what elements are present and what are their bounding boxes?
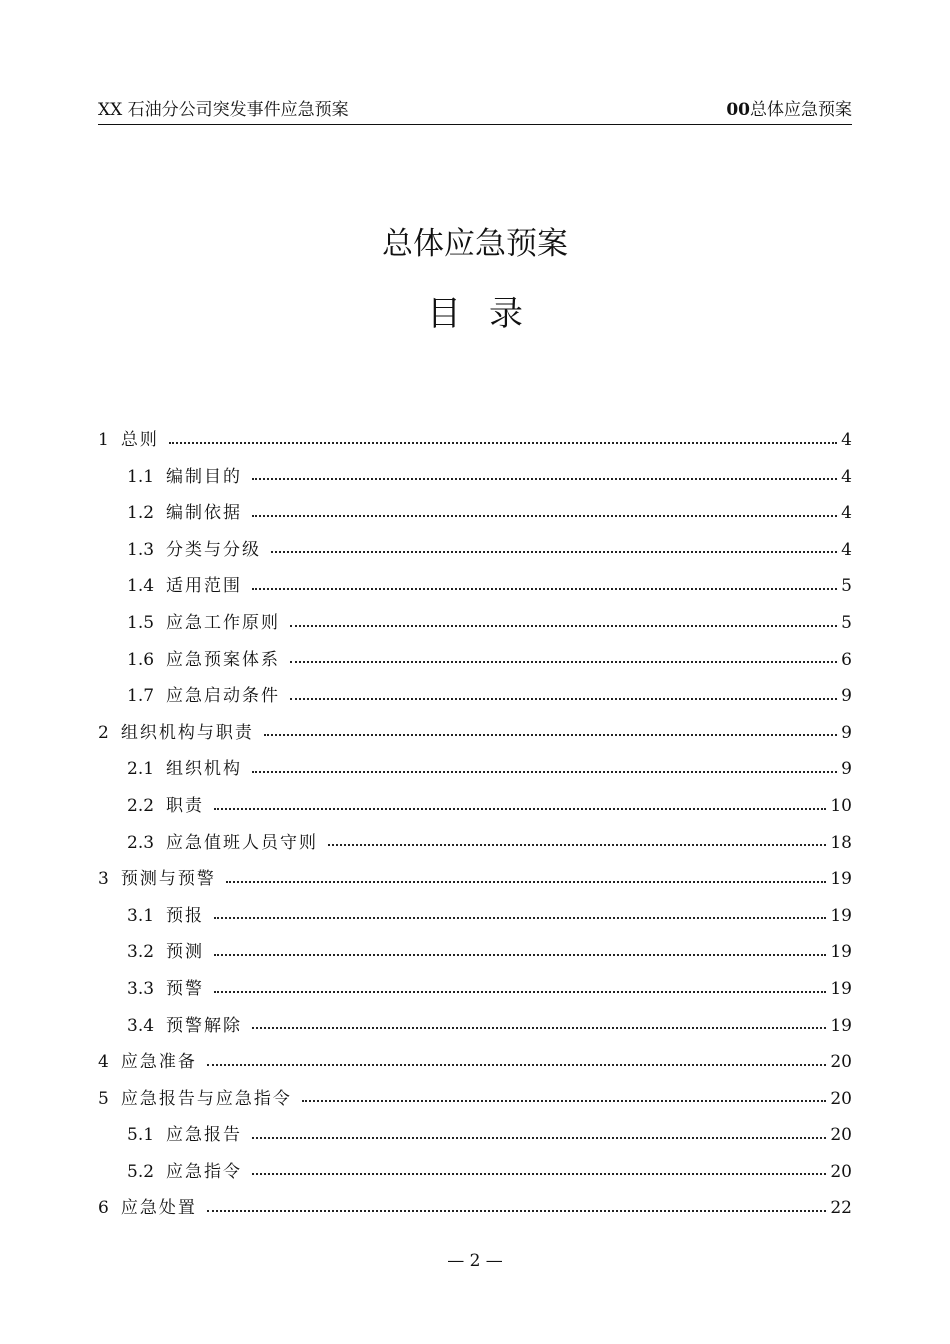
page-header [98, 100, 852, 125]
toc-dot-leader [214, 917, 826, 919]
toc-entry-label: 组织机构与职责 [120, 722, 254, 743]
toc-dot-leader [252, 1173, 826, 1175]
toc-entry-label: 组织机构 [166, 759, 243, 780]
toc-dot-leader [264, 734, 837, 736]
toc-entry[interactable] [98, 934, 852, 971]
toc-entry-label: 应急指令 [166, 1161, 243, 1182]
toc-entry-page: 4 [841, 539, 852, 560]
toc-entry-number: 1.3 [127, 539, 155, 560]
toc-entry[interactable] [98, 1117, 852, 1154]
toc-dot-leader [207, 1064, 827, 1066]
toc-entry-number: 4 [98, 1052, 109, 1073]
toc-entry-number: 5.2 [127, 1161, 155, 1182]
toc-entry-number: 3.4 [127, 1015, 155, 1036]
toc-entry[interactable] [98, 1044, 852, 1081]
toc-dot-leader [169, 442, 837, 444]
toc-entry-page: 19 [830, 905, 852, 926]
toc-dot-leader [252, 771, 837, 773]
toc-entry-label: 适用范围 [166, 576, 243, 597]
toc-entry-page: 6 [841, 649, 852, 670]
toc-entry-number: 1.1 [127, 466, 155, 487]
toc-entry-number: 1.5 [127, 612, 155, 633]
toc-entry-label: 预测与预警 [120, 869, 216, 890]
toc-heading: 目录 [427, 294, 551, 334]
toc-entry-number: 2.2 [127, 795, 155, 816]
toc-entry-number: 1.4 [127, 576, 155, 597]
toc-entry-label: 预测 [166, 942, 205, 963]
toc-entry[interactable] [98, 495, 852, 532]
toc-entry-label: 预警解除 [166, 1015, 243, 1036]
toc-entry[interactable] [98, 971, 852, 1008]
header-plan-text: 总体应急预案 [750, 100, 852, 120]
toc-entry-page: 9 [841, 686, 852, 707]
toc-dot-leader [214, 991, 826, 993]
toc-entry-label: 应急预案体系 [166, 649, 281, 670]
toc-entry[interactable] [98, 861, 852, 898]
toc-entry-number: 3.3 [127, 978, 155, 999]
toc-dot-leader [207, 1210, 827, 1212]
table-of-contents [98, 422, 852, 1227]
toc-dot-leader [290, 625, 837, 627]
header-company-title: XX 石油分公司突发事件应急预案 [98, 100, 349, 120]
toc-entry[interactable] [98, 1008, 852, 1045]
toc-entry-label: 预报 [166, 905, 205, 926]
toc-entry[interactable] [98, 1154, 852, 1191]
toc-entry-page: 19 [830, 1015, 852, 1036]
toc-entry-label: 应急启动条件 [166, 686, 281, 707]
toc-entry-page: 19 [830, 869, 852, 890]
toc-entry[interactable] [98, 788, 852, 825]
toc-dot-leader [252, 478, 837, 480]
toc-entry-label: 编制依据 [166, 503, 243, 524]
toc-entry[interactable] [98, 1081, 852, 1118]
toc-entry-page: 20 [830, 1161, 852, 1182]
toc-entry[interactable] [98, 751, 852, 788]
toc-entry-number: 5 [98, 1088, 109, 1109]
toc-entry-label: 应急值班人员守则 [166, 832, 319, 853]
toc-dot-leader [214, 954, 826, 956]
toc-entry[interactable] [98, 898, 852, 935]
toc-entry-number: 1.6 [127, 649, 155, 670]
toc-entry-label: 总则 [120, 430, 159, 450]
toc-entry-label: 应急报告与应急指令 [120, 1088, 292, 1109]
toc-entry-number: 3.2 [127, 942, 155, 963]
toc-entry-number: 1 [98, 430, 109, 450]
toc-entry[interactable] [98, 568, 852, 605]
toc-entry-label: 编制目的 [166, 466, 243, 487]
toc-entry-page: 9 [841, 759, 852, 780]
toc-dot-leader [302, 1100, 827, 1102]
toc-entry[interactable] [98, 825, 852, 862]
toc-entry[interactable] [98, 678, 852, 715]
toc-entry-label: 应急处置 [120, 1198, 197, 1219]
toc-entry-number: 3.1 [127, 905, 155, 926]
toc-entry-label: 应急准备 [120, 1052, 197, 1073]
toc-entry-number: 3 [98, 869, 109, 890]
toc-entry-number: 1.7 [127, 686, 155, 707]
toc-entry-page: 10 [830, 795, 852, 816]
toc-dot-leader [290, 698, 837, 700]
toc-entry-page: 9 [841, 722, 852, 743]
header-plan-name [726, 100, 852, 120]
toc-entry[interactable] [98, 422, 852, 459]
toc-entry[interactable] [98, 459, 852, 496]
toc-entry[interactable] [98, 605, 852, 642]
toc-entry[interactable] [98, 715, 852, 752]
toc-dot-leader [252, 1027, 826, 1029]
toc-dot-leader [214, 808, 826, 810]
toc-entry-label: 应急报告 [166, 1125, 243, 1146]
toc-entry-label: 预警 [166, 978, 205, 999]
toc-dot-leader [328, 844, 826, 846]
toc-entry-label: 应急工作原则 [166, 612, 281, 633]
toc-entry-page: 5 [841, 612, 852, 633]
toc-entry-page: 20 [830, 1052, 852, 1073]
toc-dot-leader [290, 661, 837, 663]
toc-entry-page: 20 [830, 1125, 852, 1146]
header-plan-code: 00 [726, 100, 750, 120]
toc-entry-page: 20 [830, 1088, 852, 1109]
toc-dot-leader [226, 881, 827, 883]
toc-entry-page: 18 [830, 832, 852, 853]
toc-entry-label: 职责 [166, 795, 205, 816]
toc-entry-page: 19 [830, 942, 852, 963]
toc-entry-number: 6 [98, 1198, 109, 1219]
toc-entry-page: 19 [830, 978, 852, 999]
toc-entry-page: 22 [830, 1198, 852, 1219]
toc-entry-number: 5.1 [127, 1125, 155, 1146]
toc-entry-page: 5 [841, 576, 852, 597]
toc-dot-leader [252, 588, 837, 590]
toc-dot-leader [271, 551, 837, 553]
toc-entry-number: 1.2 [127, 503, 155, 524]
page-number-footer: — 2 — [447, 1251, 503, 1271]
toc-entry[interactable] [98, 1190, 852, 1227]
toc-dot-leader [252, 515, 837, 517]
document-title: 总体应急预案 [382, 226, 568, 262]
toc-entry[interactable] [98, 532, 852, 569]
toc-entry-number: 2.3 [127, 832, 155, 853]
toc-entry-label: 分类与分级 [166, 539, 262, 560]
toc-entry-number: 2.1 [127, 759, 155, 780]
toc-entry[interactable] [98, 642, 852, 679]
toc-dot-leader [252, 1137, 826, 1139]
toc-entry-page: 4 [841, 430, 852, 450]
toc-entry-number: 2 [98, 722, 109, 743]
toc-entry-page: 4 [841, 503, 852, 524]
toc-entry-page: 4 [841, 466, 852, 487]
